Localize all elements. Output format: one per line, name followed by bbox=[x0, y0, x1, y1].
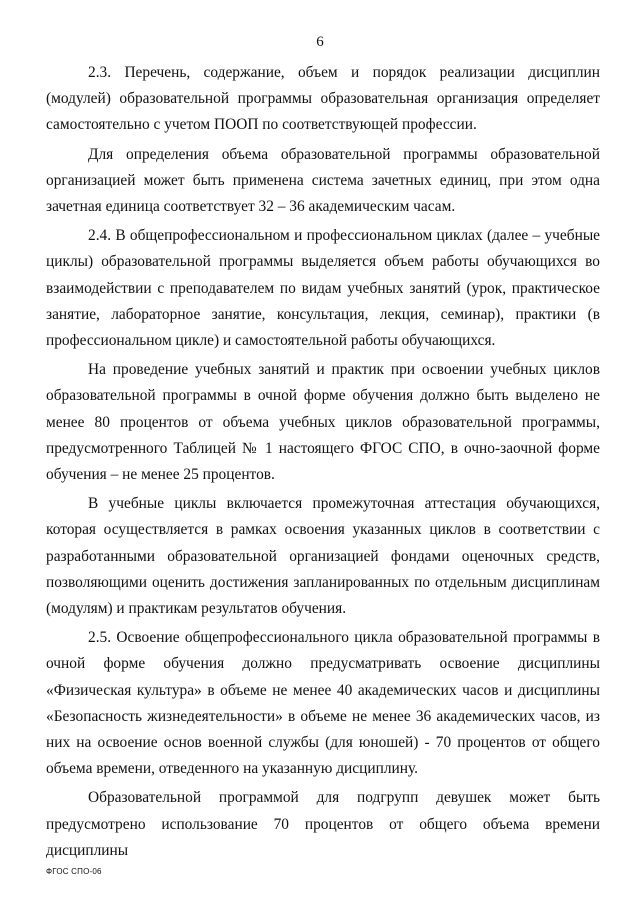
paragraph-credit-units: Для определения объема образовательной программы образовательной организацией может быть применена система зачетных единиц, при этом одна зачетная единица соответствует 32 – 36 академическим часам. bbox=[46, 145, 600, 216]
paragraph-2-3: 2.3. Перечень, содержание, объем и порядок реализации дисциплин (модулей) образовательной программы образовательная организация определяет самостоятельно с учетом ПООП по соответствующей профессии. bbox=[46, 64, 600, 134]
paragraph-study-hours: На проведение учебных занятий и практик при освоении учебных циклов образовательной программы в очной форме обучения должно быть выделено не менее 80 процентов от объема учебных циклов образовательной программы, предусмотренного Таблицей № 1 настоящего ФГОС СПО, в очно-заочной форме обучения – не менее 25 процентов. bbox=[46, 361, 600, 484]
footer-code: ФГОС СПО-06 bbox=[46, 867, 102, 876]
page-number: 6 bbox=[316, 34, 324, 50]
paragraph-girls-subgroups: Образовательной программой для подгрупп девушек может быть предусмотрено использование 70 процентов от общего объема времени дисциплины bbox=[46, 789, 600, 859]
paragraph-2-4: 2.4. В общепрофессиональном и профессиональном циклах (далее – учебные циклы) образовательной программы выделяется объем работы обучающихся во взаимодействии с преподавателем по видам учебных занятий (урок, практическое занятие, лабораторное занятие, консультация, лекция, семинар), практики (в профессиональном цикле) и самостоятельной работы обучающихся. bbox=[46, 227, 600, 350]
document-body bbox=[46, 60, 600, 864]
paragraph-attestation: В учебные циклы включается промежуточная аттестация обучающихся, которая осуществляется в рамках освоения указанных циклов в соответствии с разработанными образовательной организацией фондами оценочных средств, позволяющими оценить достижения запланированных по отдельным дисциплинам (модулям) и практикам результатов обучения. bbox=[46, 495, 600, 618]
paragraph-2-5: 2.5. Освоение общепрофессионального цикла образовательной программы в очной форме обучения должно предусматривать освоение дисциплины «Физическая культура» в объеме не менее 40 академических часов и дисциплины «Безопасность жизнедеятельности» в объеме не менее 36 академических часов, из них на освоение основ военной службы (для юношей) - 70 процентов от общего объема времени, отведенного на указанную дисциплину. bbox=[46, 629, 600, 778]
